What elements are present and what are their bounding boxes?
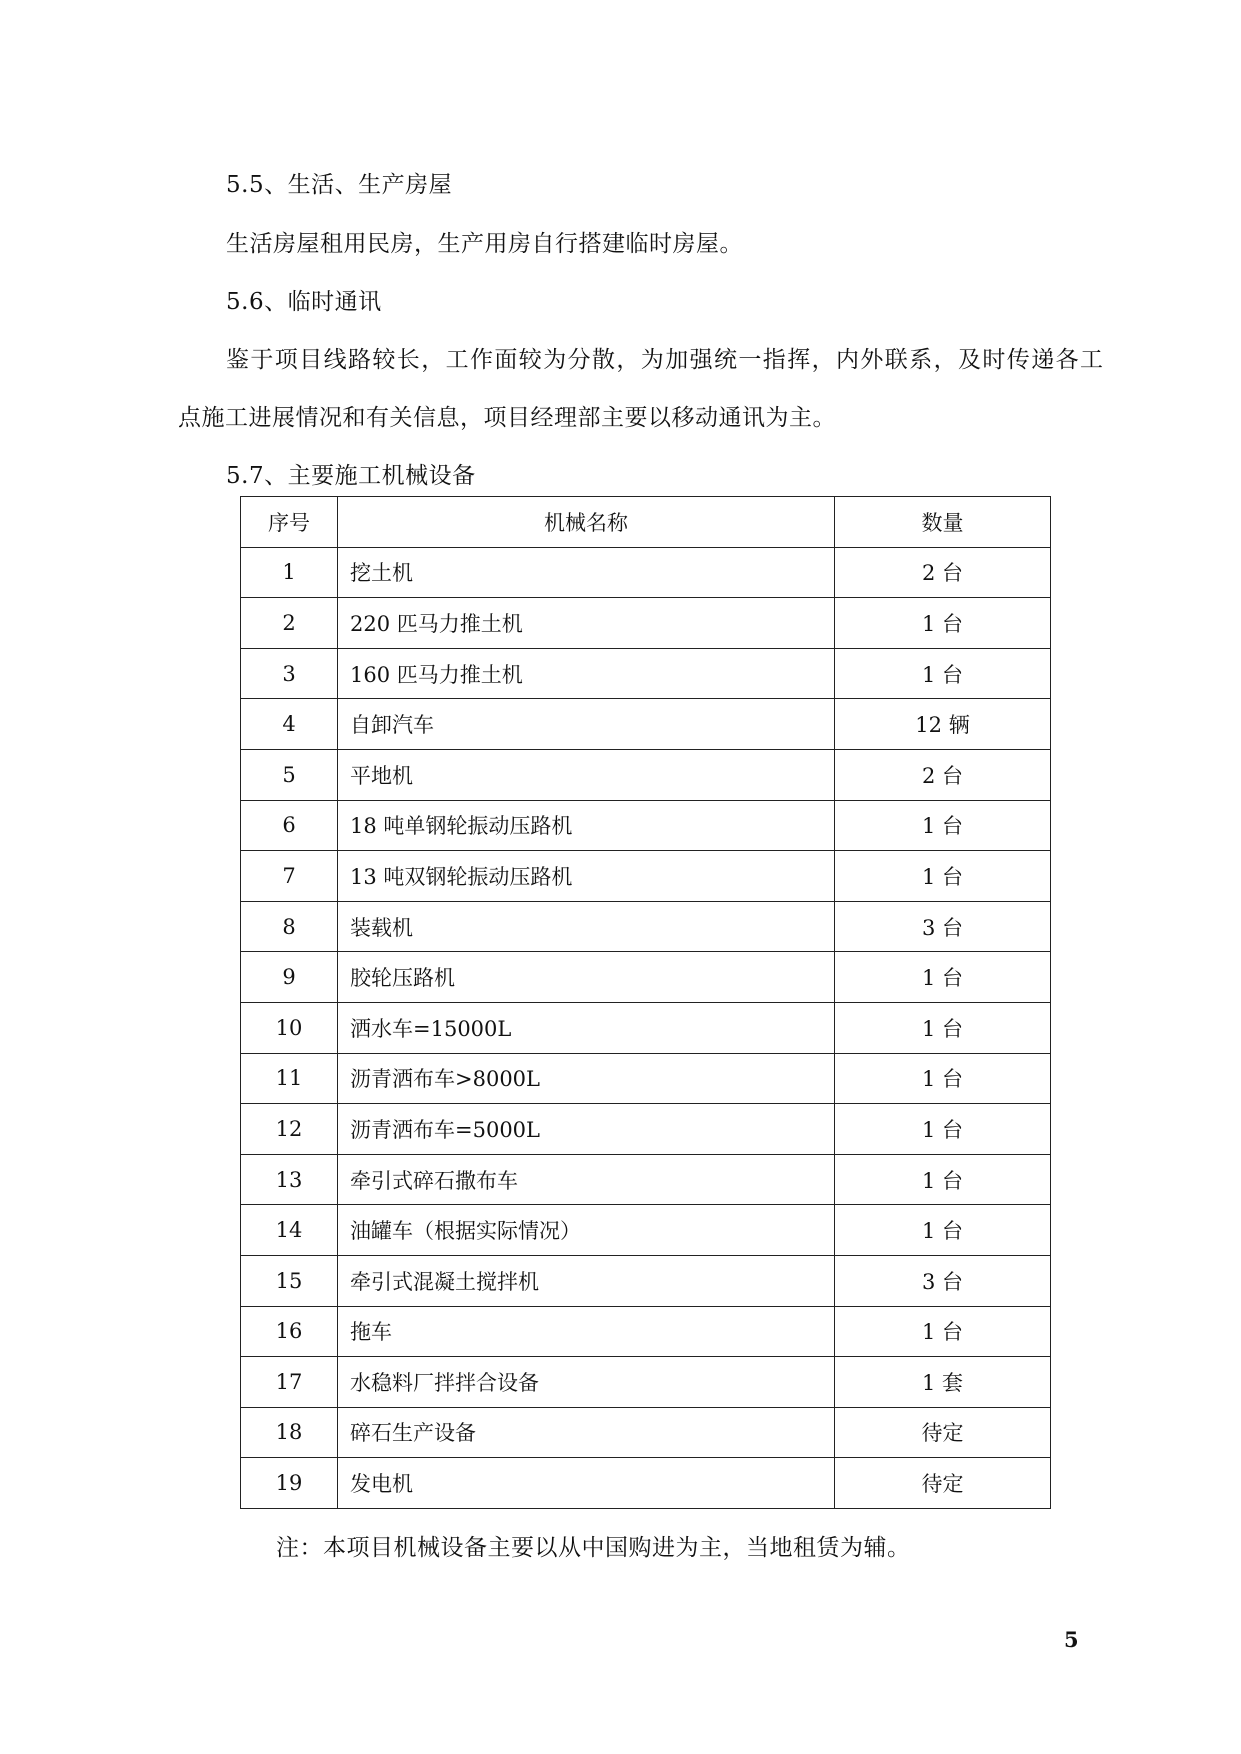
section-5-6-text-line2: 点施工进展情况和有关信息，项目经理部主要以移动通讯为主。 bbox=[178, 405, 836, 431]
cell-machine-name: 水稳料厂拌拌合设备 bbox=[338, 1357, 835, 1408]
cell-quantity: 1 台 bbox=[835, 952, 1051, 1003]
cell-machine-name: 挖土机 bbox=[338, 547, 835, 598]
cell-quantity: 1 台 bbox=[835, 800, 1051, 851]
table-row bbox=[241, 598, 1051, 649]
table-row bbox=[241, 1104, 1051, 1155]
cell-number: 2 bbox=[241, 598, 338, 649]
table-row bbox=[241, 1002, 1051, 1053]
header-quantity: 数量 bbox=[835, 497, 1051, 548]
cell-number: 6 bbox=[241, 800, 338, 851]
cell-quantity: 待定 bbox=[835, 1458, 1051, 1509]
cell-quantity: 1 台 bbox=[835, 1205, 1051, 1256]
cell-quantity: 1 台 bbox=[835, 1002, 1051, 1053]
cell-machine-name: 洒水车=15000L bbox=[338, 1002, 835, 1053]
table-row bbox=[241, 901, 1051, 952]
table-row bbox=[241, 1255, 1051, 1306]
cell-machine-name: 18 吨单钢轮振动压路机 bbox=[338, 800, 835, 851]
cell-quantity: 1 台 bbox=[835, 1306, 1051, 1357]
cell-quantity: 12 辆 bbox=[835, 699, 1051, 750]
section-5-6-text-line1: 鉴于项目线路较长，工作面较为分散，为加强统一指挥，内外联系，及时传递各工 bbox=[226, 347, 1105, 373]
section-5-5-heading: 5.5、生活、生产房屋 bbox=[226, 172, 453, 198]
cell-quantity: 1 台 bbox=[835, 598, 1051, 649]
table-row bbox=[241, 749, 1051, 800]
section-5-6-heading: 5.6、临时通讯 bbox=[226, 289, 382, 315]
cell-machine-name: 牵引式混凝土搅拌机 bbox=[338, 1255, 835, 1306]
table-note: 注：本项目机械设备主要以从中国购进为主，当地租赁为辅。 bbox=[276, 1535, 911, 1561]
cell-machine-name: 平地机 bbox=[338, 749, 835, 800]
table-row bbox=[241, 1407, 1051, 1458]
table-header-row bbox=[241, 497, 1051, 548]
cell-number: 1 bbox=[241, 547, 338, 598]
cell-quantity: 1 台 bbox=[835, 851, 1051, 902]
table-row bbox=[241, 851, 1051, 902]
cell-quantity: 1 套 bbox=[835, 1357, 1051, 1408]
table-row bbox=[241, 1357, 1051, 1408]
cell-quantity: 1 台 bbox=[835, 1053, 1051, 1104]
cell-quantity: 1 台 bbox=[835, 1154, 1051, 1205]
table-row bbox=[241, 1053, 1051, 1104]
cell-machine-name: 沥青洒布车>8000L bbox=[338, 1053, 835, 1104]
table-row bbox=[241, 1205, 1051, 1256]
cell-number: 7 bbox=[241, 851, 338, 902]
cell-number: 18 bbox=[241, 1407, 338, 1458]
cell-number: 10 bbox=[241, 1002, 338, 1053]
cell-quantity: 1 台 bbox=[835, 648, 1051, 699]
table-row bbox=[241, 952, 1051, 1003]
cell-number: 5 bbox=[241, 749, 338, 800]
cell-number: 16 bbox=[241, 1306, 338, 1357]
section-5-5-text: 生活房屋租用民房，生产用房自行搭建临时房屋。 bbox=[226, 231, 743, 257]
cell-quantity: 1 台 bbox=[835, 1104, 1051, 1155]
cell-number: 19 bbox=[241, 1458, 338, 1509]
section-5-7-heading: 5.7、主要施工机械设备 bbox=[226, 463, 476, 489]
cell-machine-name: 13 吨双钢轮振动压路机 bbox=[338, 851, 835, 902]
cell-quantity: 2 台 bbox=[835, 749, 1051, 800]
cell-machine-name: 碎石生产设备 bbox=[338, 1407, 835, 1458]
cell-machine-name: 胶轮压路机 bbox=[338, 952, 835, 1003]
cell-machine-name: 220 匹马力推土机 bbox=[338, 598, 835, 649]
cell-number: 15 bbox=[241, 1255, 338, 1306]
cell-number: 3 bbox=[241, 648, 338, 699]
cell-number: 8 bbox=[241, 901, 338, 952]
header-machine-name: 机械名称 bbox=[338, 497, 835, 548]
cell-machine-name: 自卸汽车 bbox=[338, 699, 835, 750]
cell-machine-name: 发电机 bbox=[338, 1458, 835, 1509]
table-row bbox=[241, 699, 1051, 750]
cell-quantity: 2 台 bbox=[835, 547, 1051, 598]
cell-machine-name: 160 匹马力推土机 bbox=[338, 648, 835, 699]
cell-number: 12 bbox=[241, 1104, 338, 1155]
cell-number: 14 bbox=[241, 1205, 338, 1256]
cell-number: 17 bbox=[241, 1357, 338, 1408]
cell-number: 13 bbox=[241, 1154, 338, 1205]
cell-machine-name: 沥青洒布车=5000L bbox=[338, 1104, 835, 1155]
cell-machine-name: 拖车 bbox=[338, 1306, 835, 1357]
cell-machine-name: 油罐车（根据实际情况） bbox=[338, 1205, 835, 1256]
table-row bbox=[241, 1306, 1051, 1357]
table-row bbox=[241, 800, 1051, 851]
cell-number: 4 bbox=[241, 699, 338, 750]
table-row bbox=[241, 648, 1051, 699]
cell-number: 9 bbox=[241, 952, 338, 1003]
table-row bbox=[241, 1458, 1051, 1509]
table-row bbox=[241, 1154, 1051, 1205]
equipment-table bbox=[240, 496, 1051, 1509]
cell-machine-name: 装载机 bbox=[338, 901, 835, 952]
table-row bbox=[241, 547, 1051, 598]
cell-quantity: 3 台 bbox=[835, 1255, 1051, 1306]
cell-quantity: 3 台 bbox=[835, 901, 1051, 952]
cell-number: 11 bbox=[241, 1053, 338, 1104]
cell-quantity: 待定 bbox=[835, 1407, 1051, 1458]
cell-machine-name: 牵引式碎石撒布车 bbox=[338, 1154, 835, 1205]
page-number: 5 bbox=[1064, 1627, 1079, 1652]
header-number: 序号 bbox=[241, 497, 338, 548]
table-body bbox=[241, 547, 1051, 1508]
